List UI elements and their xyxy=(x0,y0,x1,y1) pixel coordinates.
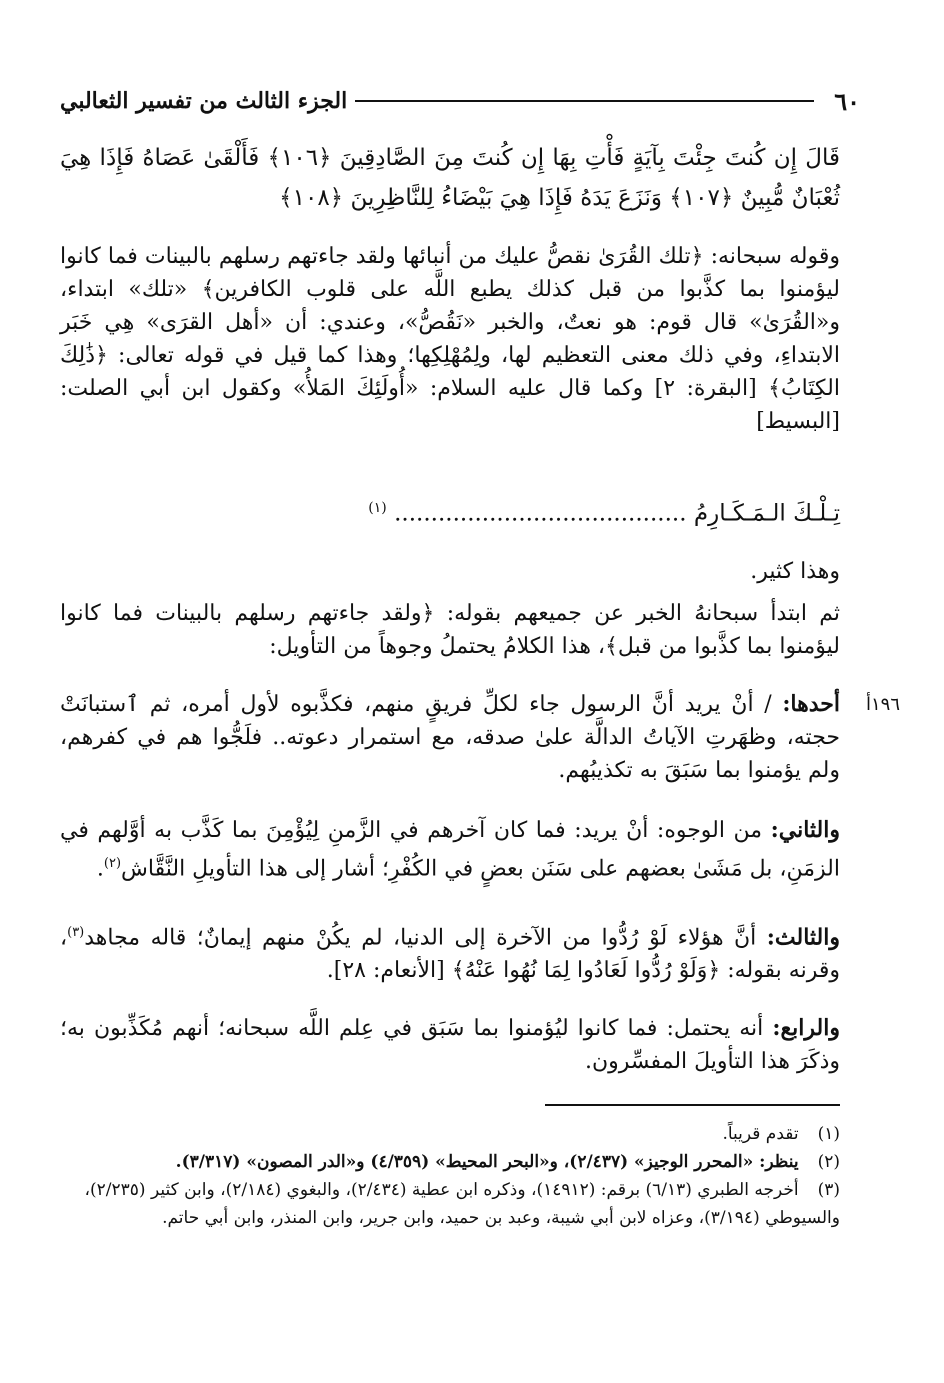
running-title: الجزء الثالث من تفسير الثعالبي xyxy=(60,88,348,114)
footnote-number: (٢) xyxy=(817,1152,840,1172)
footnotes xyxy=(60,1120,840,1232)
point-text: من الوجوه: أنْ يريد: فما كان آخرهم في الزَّمنِ لِيُؤْمِنَ بما كَذَّب به أوَّلهم في الزمَنِ، بل مَشَىٰ بعضهم على سَنَن بعضٍ في الكُفْرِ؛ أشار إلى هذا التأويلِ النَّقَّاش xyxy=(60,818,840,882)
footnote-separator xyxy=(545,1104,840,1106)
point-label: أحدها: xyxy=(782,691,840,717)
interpretation-1 xyxy=(60,688,840,787)
poetry-text: تِـلْـكَ الـمَـكَـارِمُ xyxy=(693,500,840,527)
quran-verses: قَالَ إِن كُنتَ جِئْتَ بِآيَةٍ فَأْتِ بِهَا إِن كُنتَ مِنَ الصَّادِقِينَ ﴿١٠٦﴾ فَأَلْقَىٰ عَصَاهُ فَإِذَا هِيَ ثُعْبَانٌ مُّبِينٌ ﴿١٠٧﴾ وَنَزَعَ يَدَهُ فَإِذَا هِيَ بَيْضَاءُ لِلنَّاظِرِينَ ﴿١٠٨﴾ xyxy=(60,145,840,211)
commentary-paragraph: وقوله سبحانه: ﴿تلك القُرَىٰ نقصُّ عليك من أنبائها ولقد جاءتهم رسلهم بالبينات فما كانوا ليؤمنوا بما كذَّبوا من قبل كذلك يطبع اللَّه على قلوب الكافرين﴾ «تلك» ابتداء، و«القُرَىٰ» قال قوم: هو نعتٌ، والخبر «نَقُصُّ»، وعندي: أن «أهل القرَى» هِي خَبَر الابتداءِ، وفي ذلك معنى التعظيم لها، ولِمُهْلِكِها؛ وهذا كما قيل في قوله تعالى: ﴿ذَٰلِكَ الكِتَابُ﴾ [البقرة: ٢] وكما قال عليه السلام: «أُولَئِكَ المَلأُ» وكقول ابن أبي الصلت: [البسيط] xyxy=(60,244,840,434)
interpretation-2 xyxy=(60,814,840,885)
footnote-number: (١) xyxy=(817,1124,840,1144)
running-header xyxy=(60,86,860,116)
footnote-text: ينظر: «المحرر الوجيز» (٢/٤٣٧)، و«البحر المحيط» (٤/٣٥٩) و«الدر المصون» (٣/٣١٧). xyxy=(175,1152,799,1172)
footnote-text: تقدم قريباً. xyxy=(722,1124,799,1144)
point-end: . xyxy=(96,856,104,882)
point-label: والثاني: xyxy=(770,817,840,843)
point-label: والثالث: xyxy=(766,924,840,951)
point-label: والرابع: xyxy=(772,1015,840,1041)
footnote-ref: (٣) xyxy=(67,925,85,940)
footnote-text: أخرجه الطبري (٦/١٣) برقم: (١٤٩١٢)، وذكره ابن عطية (٢/٤٣٤)، والبغوي (٢/١٨٤)، وابن كثير (٢/٢٣٥)، والسيوطي (٣/١٩٤)، وعزاه لابن أبي شيبة، وعبد بن حميد، وابن جرير، وابن المنذر، وابن أبي حاتم. xyxy=(84,1180,840,1228)
page-number: ٦٠ xyxy=(834,86,860,116)
poetry-ellipsis: ........................................ xyxy=(394,500,687,527)
point-text: أنَّ هؤلاء لَوْ رُدُّوا من الآخرة إلى الدنيا، لم يكُنْ منهم إيمانٌ؛ قاله مجاهد xyxy=(84,925,757,951)
footnote-ref: (٢) xyxy=(103,856,122,871)
footnote-item xyxy=(60,1148,840,1176)
footnote-number: (٣) xyxy=(817,1180,840,1200)
header-rule xyxy=(355,100,814,102)
commentary-paragraph: وهذا كثير. xyxy=(750,559,840,584)
point-text-cont: ، وقرنه بقوله: ﴿وَلَوْ رُدُّوا لَعَادُوا لِمَا نُهُوا عَنْهُ﴾ [الأنعام: ٢٨]. xyxy=(60,925,840,984)
point-text: / أنْ يريد أنَّ الرسول جاء لكلِّ فريقٍ منهم، فكذَّبوه لأول أمره، ثم ٱستبانَتْ حجته، وظهَرتِ الآياتُ الدالَّة علىٰ صدقه، مع استمرار دعوته.. فلَجُّوا هم في كفرهم، ولم يؤمنوا بما سَبَقَ به تكذيبُهم. xyxy=(60,692,840,783)
footnote-item xyxy=(60,1120,840,1148)
interpretation-3 xyxy=(60,916,840,987)
commentary-paragraph: ثم ابتدأ سبحانهُ الخبر عن جميعهم بقوله: ﴿ولقد جاءتهم رسلهم بالبينات فما كانوا ليؤمنوا بما كذَّبوا من قبل﴾، هذا الكلامُ يحتملُ وجوهاً من التأويل: xyxy=(60,601,840,659)
interpretation-4 xyxy=(60,1012,840,1078)
poetry-line xyxy=(60,492,840,531)
footnote-item xyxy=(60,1176,840,1232)
point-text: أنه يحتمل: فما كانوا ليُؤمنوا بما سَبَق في عِلم اللَّه سبحانه؛ أنهم مُكَذِّبون به؛ وذكَرَ هذا التأويلَ المفسِّرون. xyxy=(60,1016,840,1074)
footnote-ref: (١) xyxy=(368,500,387,516)
margin-folio-note: ١٩٦أ xyxy=(865,694,900,715)
